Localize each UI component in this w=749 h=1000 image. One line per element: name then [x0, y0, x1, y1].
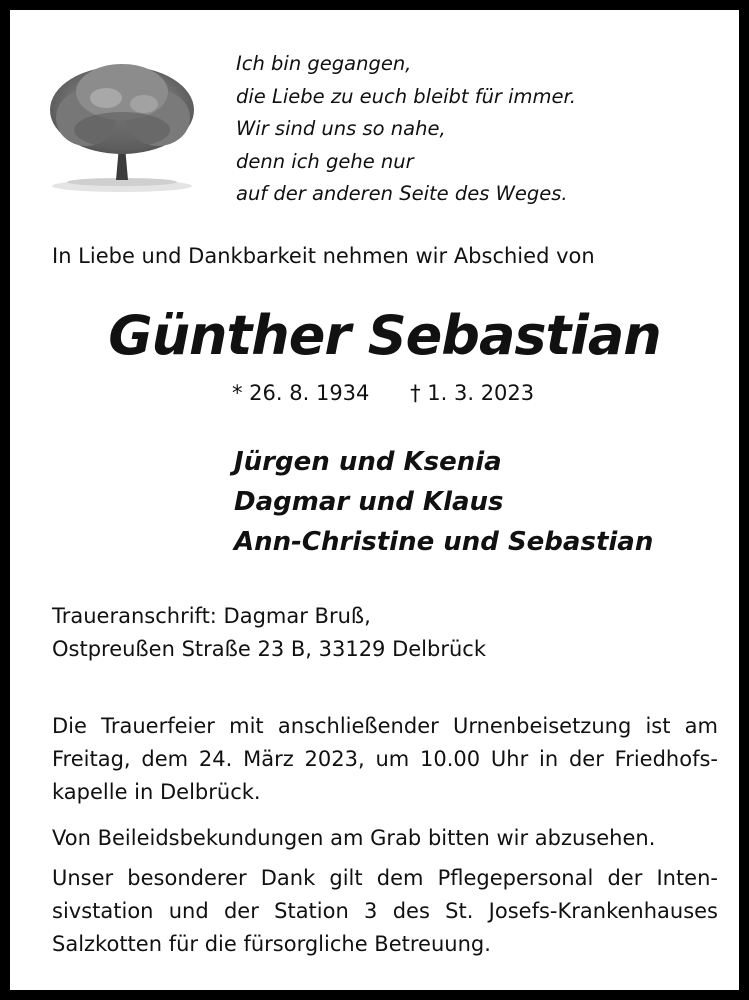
mourner-entry: Jürgen und Ksenia: [234, 447, 502, 477]
address-line: Traueranschrift: Dagmar Bruß,: [52, 604, 371, 628]
death-date: † 1. 3. 2023: [410, 381, 535, 405]
mourning-address: [52, 600, 486, 666]
poem: [236, 48, 576, 211]
mourner-entry: Ann-Christine und Sebastian: [234, 527, 654, 557]
mourner-entry: Dagmar und Klaus: [234, 487, 504, 517]
funeral-info: Die Trauerfeier mit anschließender Urnenbeisetzung ist am Freitag, dem 24. März 2023, um 10.00 Uhr in der Friedhofskapelle in Delbrück.: [52, 714, 718, 804]
intro-text: In Liebe und Dankbarkeit nehmen wir Abschied von: [52, 244, 595, 268]
life-dates: [232, 381, 534, 405]
poem-line: Ich bin gegangen,: [236, 52, 412, 75]
poem-line: Wir sind uns so nahe,: [236, 117, 446, 140]
poem-line: auf der anderen Seite des Weges.: [236, 182, 568, 205]
thanks-note: Unser besonderer Dank gilt dem Pflegepersonal der Intensivstation und der Station 3 des St. Josefs-Krankenhauses Salzkotten für die fürsorgliche Betreuung.: [52, 866, 718, 956]
birth-date: * 26. 8. 1934: [232, 381, 370, 405]
poem-line: die Liebe zu euch bleibt für immer.: [236, 84, 576, 108]
deceased-name: Günther Sebastian: [108, 304, 661, 367]
address-line: Ostpreußen Straße 23 B, 33129 Delbrück: [52, 637, 486, 661]
condolence-note: Von Beileidsbekundungen am Grab bitten wir abzusehen.: [52, 826, 656, 850]
poem-line: denn ich gehe nur: [236, 149, 414, 173]
tree-icon: [46, 58, 198, 198]
mourners-list: [234, 442, 653, 562]
